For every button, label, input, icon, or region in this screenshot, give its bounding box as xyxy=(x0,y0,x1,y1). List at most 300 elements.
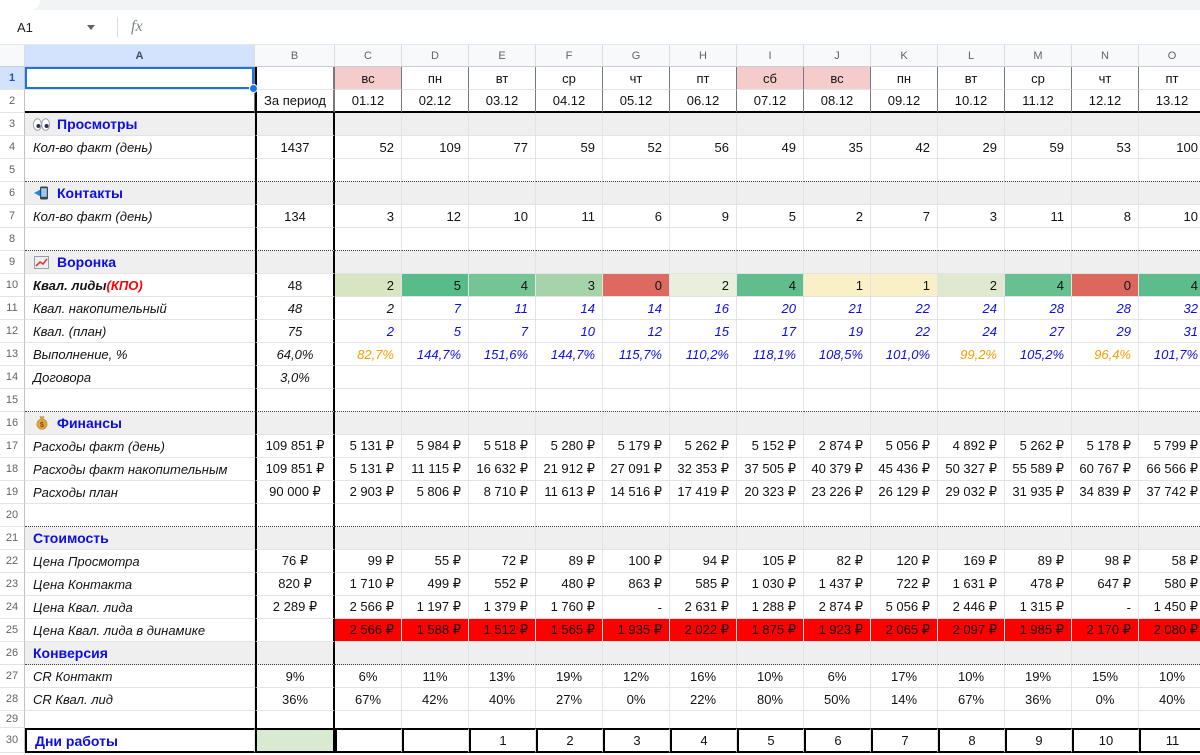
cell-O13[interactable] xyxy=(1139,343,1200,366)
cell-K10[interactable] xyxy=(871,274,938,297)
cell-K19[interactable] xyxy=(871,481,938,504)
cell-L23[interactable] xyxy=(938,573,1005,596)
cell-K1[interactable] xyxy=(871,67,938,90)
cell-I18[interactable] xyxy=(737,458,804,481)
cell-K26[interactable] xyxy=(871,642,938,665)
cell-I27[interactable] xyxy=(737,665,804,688)
cell-N30[interactable] xyxy=(1072,728,1139,753)
cell-G10[interactable] xyxy=(603,274,670,297)
column-header-B[interactable]: B xyxy=(255,45,335,67)
cell-N20[interactable] xyxy=(1072,504,1139,527)
cell-E21[interactable] xyxy=(469,527,536,550)
cell-G21[interactable] xyxy=(603,527,670,550)
cell-H5[interactable] xyxy=(670,159,737,182)
cell-C23[interactable] xyxy=(335,573,402,596)
cell-A12[interactable] xyxy=(25,320,255,343)
cell-C1[interactable] xyxy=(335,67,402,90)
cell-L20[interactable] xyxy=(938,504,1005,527)
row-header-10[interactable]: 10 xyxy=(0,274,25,297)
cell-A10[interactable] xyxy=(25,274,255,297)
cell-H12[interactable] xyxy=(670,320,737,343)
cell-I15[interactable] xyxy=(737,389,804,412)
cell-F28[interactable] xyxy=(536,688,603,711)
cell-H10[interactable] xyxy=(670,274,737,297)
cell-A3[interactable] xyxy=(25,113,255,136)
cell-J16[interactable] xyxy=(804,412,871,435)
cell-F13[interactable] xyxy=(536,343,603,366)
cell-M26[interactable] xyxy=(1005,642,1072,665)
column-header-M[interactable]: M xyxy=(1005,45,1072,67)
cell-A25[interactable] xyxy=(25,619,255,642)
cell-F17[interactable] xyxy=(536,435,603,458)
cell-H4[interactable] xyxy=(670,136,737,159)
cell-K16[interactable] xyxy=(871,412,938,435)
cell-O5[interactable] xyxy=(1139,159,1200,182)
cell-K11[interactable] xyxy=(871,297,938,320)
cell-A27[interactable] xyxy=(25,665,255,688)
cell-M9[interactable] xyxy=(1005,251,1072,274)
cell-M1[interactable] xyxy=(1005,67,1072,90)
cell-H6[interactable] xyxy=(670,182,737,205)
cell-I10[interactable] xyxy=(737,274,804,297)
cell-B6[interactable] xyxy=(255,182,335,205)
cell-I16[interactable] xyxy=(737,412,804,435)
cell-L13[interactable] xyxy=(938,343,1005,366)
cell-M6[interactable] xyxy=(1005,182,1072,205)
cell-G9[interactable] xyxy=(603,251,670,274)
cell-E6[interactable] xyxy=(469,182,536,205)
cell-K9[interactable] xyxy=(871,251,938,274)
cell-J7[interactable] xyxy=(804,205,871,228)
cell-C26[interactable] xyxy=(335,642,402,665)
cell-G24[interactable] xyxy=(603,596,670,619)
cell-M23[interactable] xyxy=(1005,573,1072,596)
cell-G5[interactable] xyxy=(603,159,670,182)
cell-A9[interactable] xyxy=(25,251,255,274)
row-header-13[interactable]: 13 xyxy=(0,343,25,366)
cell-J14[interactable] xyxy=(804,366,871,389)
cell-O8[interactable] xyxy=(1139,228,1200,251)
cell-L25[interactable] xyxy=(938,619,1005,642)
cell-G13[interactable] xyxy=(603,343,670,366)
cell-J21[interactable] xyxy=(804,527,871,550)
row-header-8[interactable]: 8 xyxy=(0,228,25,251)
cell-N15[interactable] xyxy=(1072,389,1139,412)
cell-L2[interactable] xyxy=(938,90,1005,113)
cell-D6[interactable] xyxy=(402,182,469,205)
cell-I11[interactable] xyxy=(737,297,804,320)
cell-D3[interactable] xyxy=(402,113,469,136)
cell-G27[interactable] xyxy=(603,665,670,688)
cell-K14[interactable] xyxy=(871,366,938,389)
cell-J23[interactable] xyxy=(804,573,871,596)
cell-L9[interactable] xyxy=(938,251,1005,274)
cell-J3[interactable] xyxy=(804,113,871,136)
cell-E18[interactable] xyxy=(469,458,536,481)
cell-H1[interactable] xyxy=(670,67,737,90)
cell-B1[interactable] xyxy=(255,67,335,90)
cell-L11[interactable] xyxy=(938,297,1005,320)
cell-L30[interactable] xyxy=(938,728,1005,753)
cell-H17[interactable] xyxy=(670,435,737,458)
cell-M3[interactable] xyxy=(1005,113,1072,136)
cell-C25[interactable] xyxy=(335,619,402,642)
cell-H16[interactable] xyxy=(670,412,737,435)
cell-H26[interactable] xyxy=(670,642,737,665)
column-header-F[interactable]: F xyxy=(536,45,603,67)
column-header-J[interactable]: J xyxy=(804,45,871,67)
cell-F12[interactable] xyxy=(536,320,603,343)
cell-C30[interactable] xyxy=(335,728,402,753)
row-header-30[interactable]: 30 xyxy=(0,728,25,753)
cell-N19[interactable] xyxy=(1072,481,1139,504)
cell-D24[interactable] xyxy=(402,596,469,619)
cell-A19[interactable] xyxy=(25,481,255,504)
cell-N22[interactable] xyxy=(1072,550,1139,573)
cell-E7[interactable] xyxy=(469,205,536,228)
cell-I13[interactable] xyxy=(737,343,804,366)
cell-A17[interactable] xyxy=(25,435,255,458)
cell-G28[interactable] xyxy=(603,688,670,711)
cell-O30[interactable] xyxy=(1139,728,1200,753)
cell-O27[interactable] xyxy=(1139,665,1200,688)
cell-H24[interactable] xyxy=(670,596,737,619)
row-header-28[interactable]: 28 xyxy=(0,688,25,711)
cell-K13[interactable] xyxy=(871,343,938,366)
row-header-4[interactable]: 4 xyxy=(0,136,25,159)
cell-N3[interactable] xyxy=(1072,113,1139,136)
cell-C5[interactable] xyxy=(335,159,402,182)
cell-B23[interactable] xyxy=(255,573,335,596)
cell-K18[interactable] xyxy=(871,458,938,481)
cell-D2[interactable] xyxy=(402,90,469,113)
cell-F20[interactable] xyxy=(536,504,603,527)
cell-A29[interactable] xyxy=(25,711,255,728)
cell-I3[interactable] xyxy=(737,113,804,136)
cell-F21[interactable] xyxy=(536,527,603,550)
cell-E28[interactable] xyxy=(469,688,536,711)
cell-O28[interactable] xyxy=(1139,688,1200,711)
cell-N1[interactable] xyxy=(1072,67,1139,90)
cell-A13[interactable] xyxy=(25,343,255,366)
cell-B16[interactable] xyxy=(255,412,335,435)
cell-G11[interactable] xyxy=(603,297,670,320)
cell-D21[interactable] xyxy=(402,527,469,550)
cell-J12[interactable] xyxy=(804,320,871,343)
cell-O2[interactable] xyxy=(1139,90,1200,113)
cell-E8[interactable] xyxy=(469,228,536,251)
cell-K15[interactable] xyxy=(871,389,938,412)
cell-N9[interactable] xyxy=(1072,251,1139,274)
cell-G7[interactable] xyxy=(603,205,670,228)
cell-N17[interactable] xyxy=(1072,435,1139,458)
row-header-7[interactable]: 7 xyxy=(0,205,25,228)
cell-B8[interactable] xyxy=(255,228,335,251)
cell-M4[interactable] xyxy=(1005,136,1072,159)
cell-J10[interactable] xyxy=(804,274,871,297)
cell-J11[interactable] xyxy=(804,297,871,320)
cell-G1[interactable] xyxy=(603,67,670,90)
cell-M15[interactable] xyxy=(1005,389,1072,412)
row-header-1[interactable]: 1 xyxy=(0,67,25,90)
cell-O24[interactable] xyxy=(1139,596,1200,619)
cell-B15[interactable] xyxy=(255,389,335,412)
cell-O26[interactable] xyxy=(1139,642,1200,665)
cell-B2[interactable] xyxy=(255,90,335,113)
cell-E26[interactable] xyxy=(469,642,536,665)
cell-C6[interactable] xyxy=(335,182,402,205)
cell-J18[interactable] xyxy=(804,458,871,481)
row-header-15[interactable]: 15 xyxy=(0,389,25,412)
cell-L21[interactable] xyxy=(938,527,1005,550)
cell-A2[interactable] xyxy=(25,90,255,113)
cell-H18[interactable] xyxy=(670,458,737,481)
cell-C15[interactable] xyxy=(335,389,402,412)
cell-M16[interactable] xyxy=(1005,412,1072,435)
cell-B14[interactable] xyxy=(255,366,335,389)
cell-B20[interactable] xyxy=(255,504,335,527)
cell-C14[interactable] xyxy=(335,366,402,389)
cell-N21[interactable] xyxy=(1072,527,1139,550)
cell-F6[interactable] xyxy=(536,182,603,205)
cell-I12[interactable] xyxy=(737,320,804,343)
cell-A23[interactable] xyxy=(25,573,255,596)
cell-J22[interactable] xyxy=(804,550,871,573)
cell-J20[interactable] xyxy=(804,504,871,527)
cell-E9[interactable] xyxy=(469,251,536,274)
cell-D18[interactable] xyxy=(402,458,469,481)
cell-A11[interactable] xyxy=(25,297,255,320)
cell-N11[interactable] xyxy=(1072,297,1139,320)
cell-E14[interactable] xyxy=(469,366,536,389)
cell-H22[interactable] xyxy=(670,550,737,573)
cell-O16[interactable] xyxy=(1139,412,1200,435)
cell-F5[interactable] xyxy=(536,159,603,182)
cell-B3[interactable] xyxy=(255,113,335,136)
cell-H7[interactable] xyxy=(670,205,737,228)
cell-K22[interactable] xyxy=(871,550,938,573)
cell-A28[interactable] xyxy=(25,688,255,711)
column-header-G[interactable]: G xyxy=(603,45,670,67)
cell-E11[interactable] xyxy=(469,297,536,320)
cell-G16[interactable] xyxy=(603,412,670,435)
cell-M17[interactable] xyxy=(1005,435,1072,458)
cell-O17[interactable] xyxy=(1139,435,1200,458)
row-header-2[interactable]: 2 xyxy=(0,90,25,113)
cell-L10[interactable] xyxy=(938,274,1005,297)
cell-N28[interactable] xyxy=(1072,688,1139,711)
cell-A22[interactable] xyxy=(25,550,255,573)
cell-M10[interactable] xyxy=(1005,274,1072,297)
cell-D7[interactable] xyxy=(402,205,469,228)
cell-J17[interactable] xyxy=(804,435,871,458)
cell-N6[interactable] xyxy=(1072,182,1139,205)
cell-H29[interactable] xyxy=(670,711,737,728)
select-all-corner[interactable] xyxy=(0,45,25,67)
cell-F26[interactable] xyxy=(536,642,603,665)
cell-E5[interactable] xyxy=(469,159,536,182)
cell-C16[interactable] xyxy=(335,412,402,435)
cell-I26[interactable] xyxy=(737,642,804,665)
cell-A20[interactable] xyxy=(25,504,255,527)
cell-O6[interactable] xyxy=(1139,182,1200,205)
cell-O12[interactable] xyxy=(1139,320,1200,343)
cell-M29[interactable] xyxy=(1005,711,1072,728)
cell-E13[interactable] xyxy=(469,343,536,366)
cell-E29[interactable] xyxy=(469,711,536,728)
cell-M14[interactable] xyxy=(1005,366,1072,389)
cell-H27[interactable] xyxy=(670,665,737,688)
name-box[interactable]: A1 xyxy=(17,19,33,35)
cell-H20[interactable] xyxy=(670,504,737,527)
cell-I20[interactable] xyxy=(737,504,804,527)
cell-F7[interactable] xyxy=(536,205,603,228)
cell-N12[interactable] xyxy=(1072,320,1139,343)
cell-G4[interactable] xyxy=(603,136,670,159)
cell-M20[interactable] xyxy=(1005,504,1072,527)
cell-B17[interactable] xyxy=(255,435,335,458)
cell-B10[interactable] xyxy=(255,274,335,297)
cell-E3[interactable] xyxy=(469,113,536,136)
cell-D26[interactable] xyxy=(402,642,469,665)
cell-G12[interactable] xyxy=(603,320,670,343)
cell-E30[interactable] xyxy=(469,728,536,753)
cell-J28[interactable] xyxy=(804,688,871,711)
cell-O19[interactable] xyxy=(1139,481,1200,504)
cell-K29[interactable] xyxy=(871,711,938,728)
cell-C3[interactable] xyxy=(335,113,402,136)
row-header-24[interactable]: 24 xyxy=(0,596,25,619)
cell-J4[interactable] xyxy=(804,136,871,159)
cell-D5[interactable] xyxy=(402,159,469,182)
cell-O1[interactable] xyxy=(1139,67,1200,90)
cell-B4[interactable] xyxy=(255,136,335,159)
cell-E27[interactable] xyxy=(469,665,536,688)
cell-J30[interactable] xyxy=(804,728,871,753)
cell-D19[interactable] xyxy=(402,481,469,504)
cell-I19[interactable] xyxy=(737,481,804,504)
cell-A18[interactable] xyxy=(25,458,255,481)
cell-L6[interactable] xyxy=(938,182,1005,205)
cell-G29[interactable] xyxy=(603,711,670,728)
cell-D27[interactable] xyxy=(402,665,469,688)
cell-I14[interactable] xyxy=(737,366,804,389)
cell-L19[interactable] xyxy=(938,481,1005,504)
cell-K25[interactable] xyxy=(871,619,938,642)
cell-D9[interactable] xyxy=(402,251,469,274)
cell-J13[interactable] xyxy=(804,343,871,366)
cell-C9[interactable] xyxy=(335,251,402,274)
cell-N26[interactable] xyxy=(1072,642,1139,665)
cell-F24[interactable] xyxy=(536,596,603,619)
cell-L15[interactable] xyxy=(938,389,1005,412)
cell-J29[interactable] xyxy=(804,711,871,728)
cell-E1[interactable] xyxy=(469,67,536,90)
cell-D25[interactable] xyxy=(402,619,469,642)
row-header-5[interactable]: 5 xyxy=(0,159,25,182)
cell-D11[interactable] xyxy=(402,297,469,320)
cell-H13[interactable] xyxy=(670,343,737,366)
cell-O22[interactable] xyxy=(1139,550,1200,573)
cell-O25[interactable] xyxy=(1139,619,1200,642)
cell-F4[interactable] xyxy=(536,136,603,159)
cell-N18[interactable] xyxy=(1072,458,1139,481)
cell-B29[interactable] xyxy=(255,711,335,728)
cell-G19[interactable] xyxy=(603,481,670,504)
cell-A16[interactable] xyxy=(25,412,255,435)
cell-J19[interactable] xyxy=(804,481,871,504)
cell-K17[interactable] xyxy=(871,435,938,458)
column-header-H[interactable]: H xyxy=(670,45,737,67)
row-header-3[interactable]: 3 xyxy=(0,113,25,136)
cell-F2[interactable] xyxy=(536,90,603,113)
cell-L7[interactable] xyxy=(938,205,1005,228)
cell-I21[interactable] xyxy=(737,527,804,550)
cell-B18[interactable] xyxy=(255,458,335,481)
cell-H2[interactable] xyxy=(670,90,737,113)
row-header-19[interactable]: 19 xyxy=(0,481,25,504)
cell-N23[interactable] xyxy=(1072,573,1139,596)
cell-O9[interactable] xyxy=(1139,251,1200,274)
cell-N14[interactable] xyxy=(1072,366,1139,389)
cell-E2[interactable] xyxy=(469,90,536,113)
cell-E19[interactable] xyxy=(469,481,536,504)
cell-A26[interactable] xyxy=(25,642,255,665)
cell-H28[interactable] xyxy=(670,688,737,711)
cell-N7[interactable] xyxy=(1072,205,1139,228)
cell-K24[interactable] xyxy=(871,596,938,619)
cell-L26[interactable] xyxy=(938,642,1005,665)
cell-G30[interactable] xyxy=(603,728,670,753)
cell-C8[interactable] xyxy=(335,228,402,251)
cell-B19[interactable] xyxy=(255,481,335,504)
cell-E12[interactable] xyxy=(469,320,536,343)
cell-L28[interactable] xyxy=(938,688,1005,711)
cell-I22[interactable] xyxy=(737,550,804,573)
cell-C19[interactable] xyxy=(335,481,402,504)
cell-F15[interactable] xyxy=(536,389,603,412)
cell-B22[interactable] xyxy=(255,550,335,573)
row-header-6[interactable]: 6 xyxy=(0,182,25,205)
cell-M8[interactable] xyxy=(1005,228,1072,251)
cell-K20[interactable] xyxy=(871,504,938,527)
row-header-25[interactable]: 25 xyxy=(0,619,25,642)
cell-N25[interactable] xyxy=(1072,619,1139,642)
cell-E4[interactable] xyxy=(469,136,536,159)
column-header-N[interactable]: N xyxy=(1072,45,1139,67)
cell-E24[interactable] xyxy=(469,596,536,619)
cell-M7[interactable] xyxy=(1005,205,1072,228)
cell-F8[interactable] xyxy=(536,228,603,251)
cell-H11[interactable] xyxy=(670,297,737,320)
cell-A24[interactable] xyxy=(25,596,255,619)
column-header-I[interactable]: I xyxy=(737,45,804,67)
cell-C21[interactable] xyxy=(335,527,402,550)
cell-J25[interactable] xyxy=(804,619,871,642)
cell-G3[interactable] xyxy=(603,113,670,136)
row-header-21[interactable]: 21 xyxy=(0,527,25,550)
cell-F14[interactable] xyxy=(536,366,603,389)
cell-K2[interactable] xyxy=(871,90,938,113)
cell-F16[interactable] xyxy=(536,412,603,435)
cell-I25[interactable] xyxy=(737,619,804,642)
cell-D23[interactable] xyxy=(402,573,469,596)
cell-C13[interactable] xyxy=(335,343,402,366)
row-header-20[interactable]: 20 xyxy=(0,504,25,527)
cell-D16[interactable] xyxy=(402,412,469,435)
cell-G22[interactable] xyxy=(603,550,670,573)
cell-L17[interactable] xyxy=(938,435,1005,458)
